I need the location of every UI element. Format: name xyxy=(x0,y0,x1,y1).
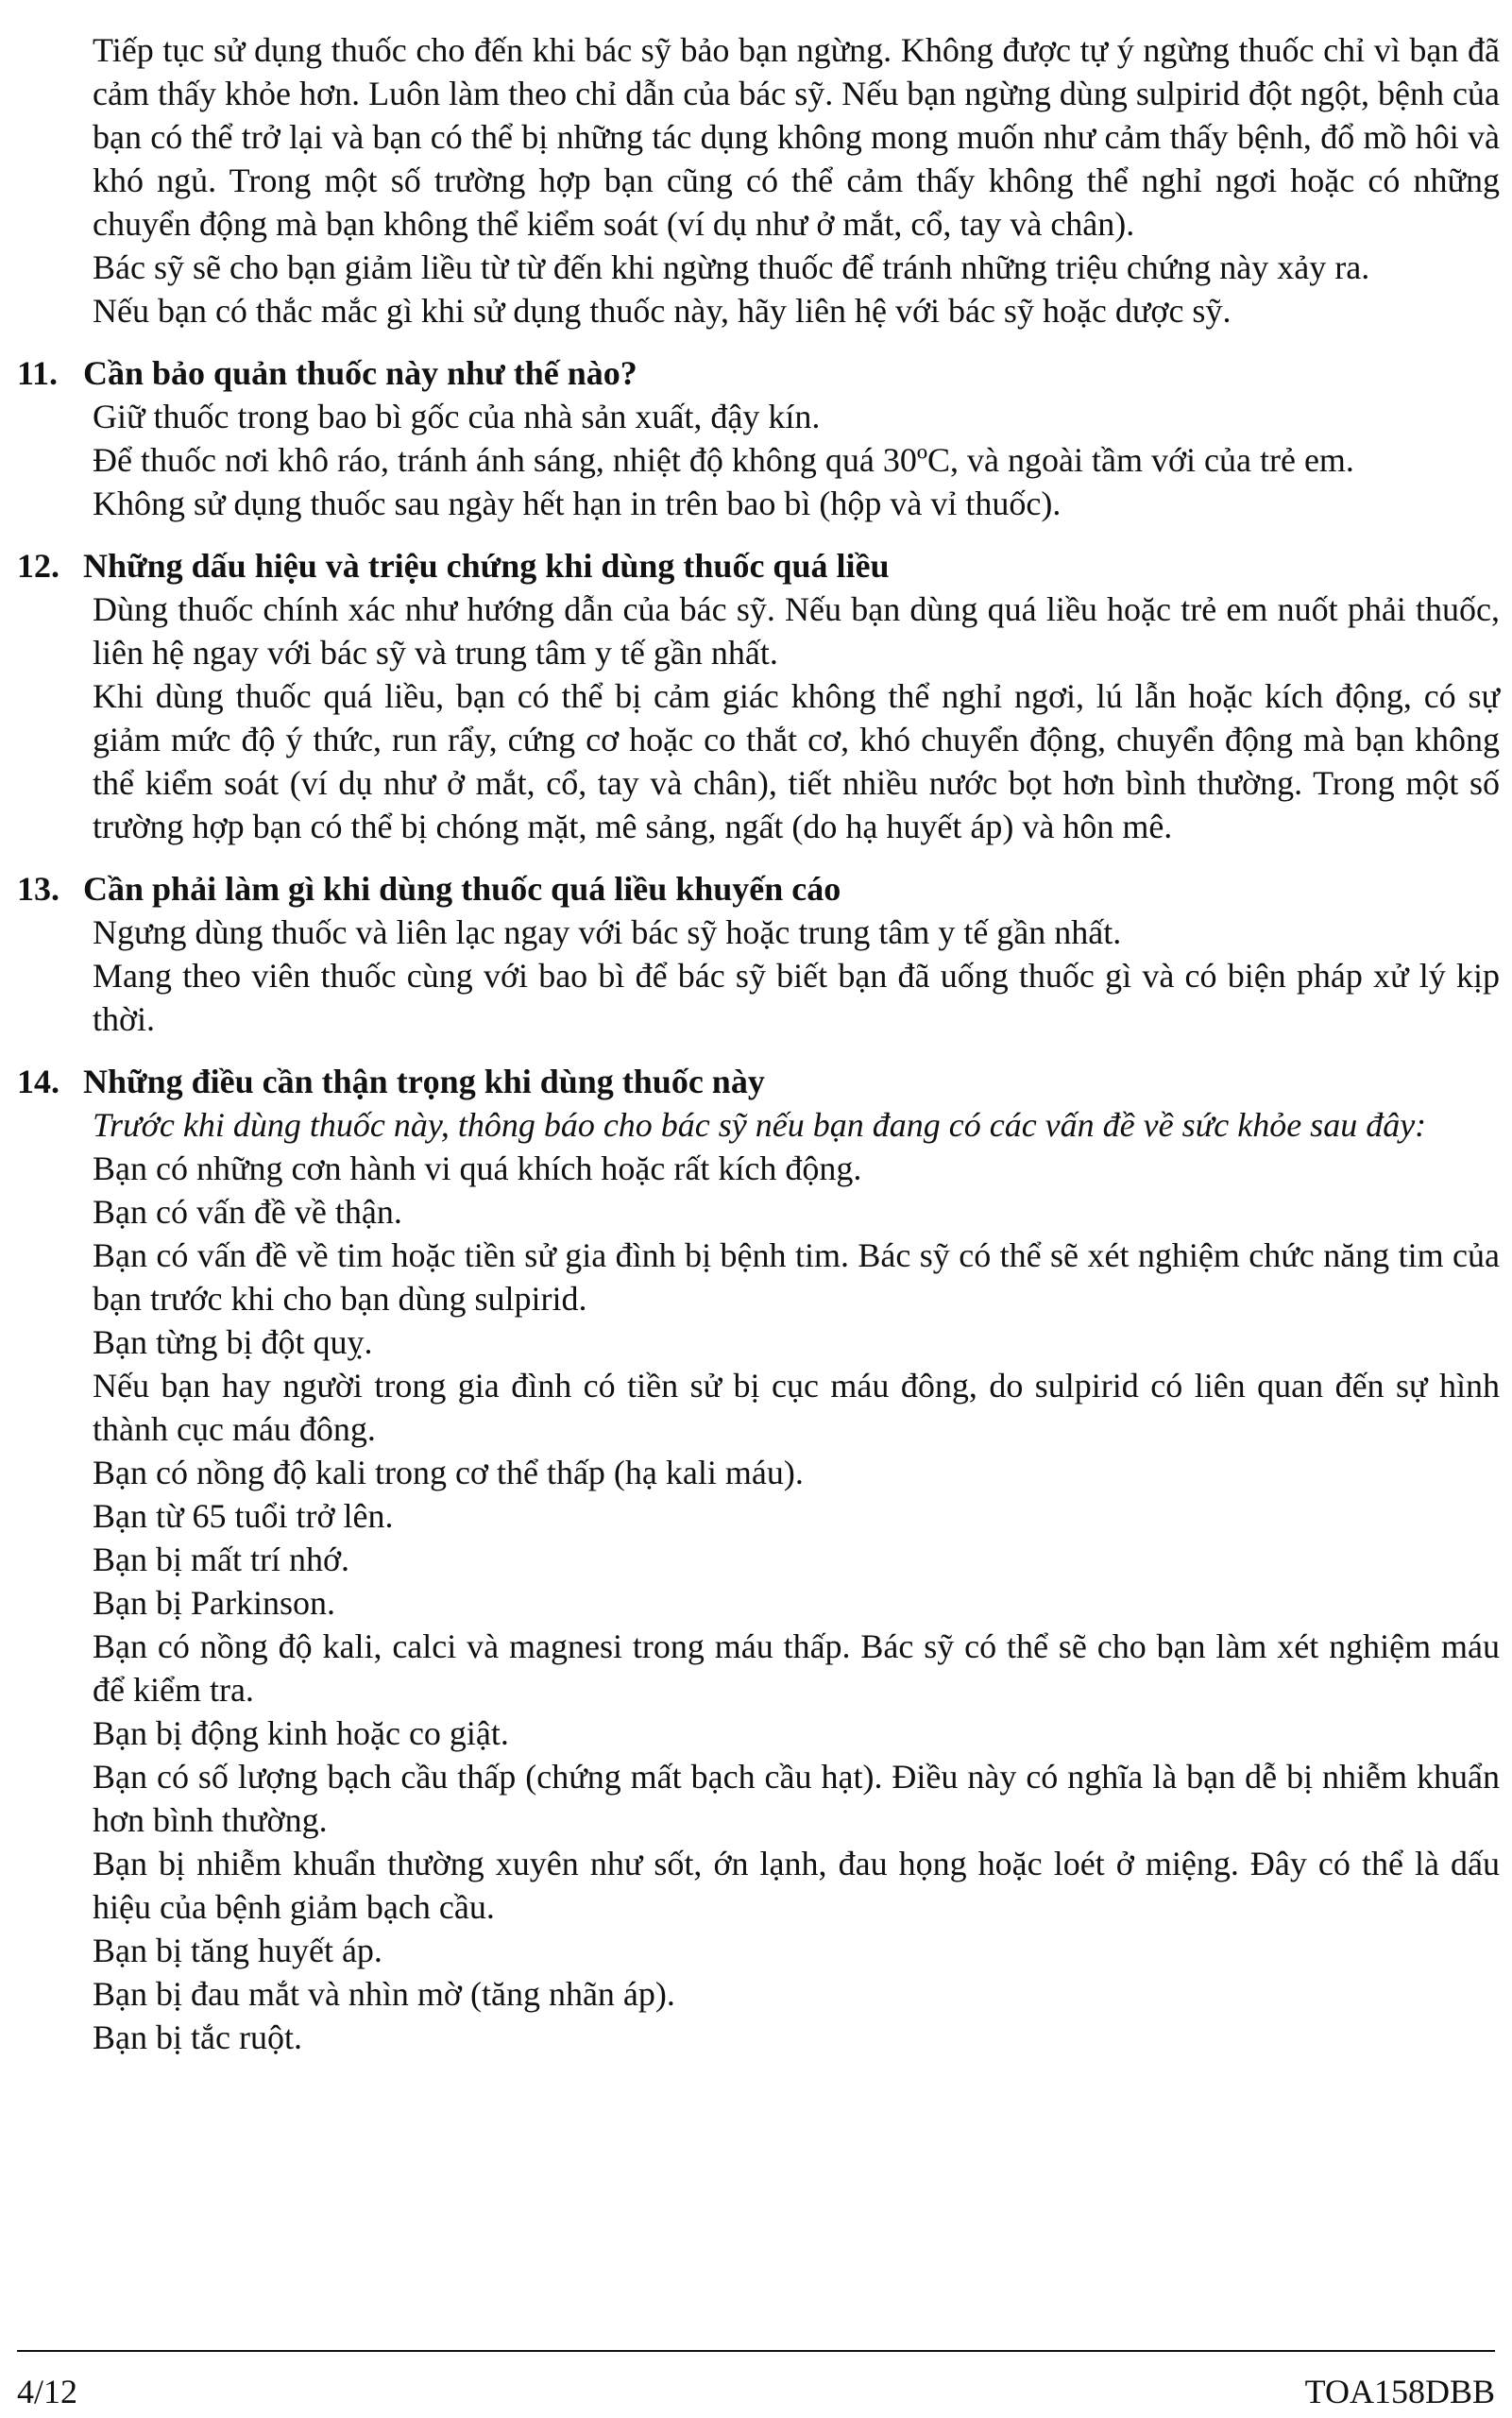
list-item: Bạn bị tăng huyết áp. xyxy=(93,1932,382,1969)
section-heading xyxy=(17,867,1500,911)
section-title: Những dấu hiệu và triệu chứng khi dùng thuốc quá liều xyxy=(83,547,890,585)
section-title: Cần bảo quản thuốc này như thế nào? xyxy=(83,354,637,392)
list-item: Bạn có những cơn hành vi quá khích hoặc rất kích động. xyxy=(93,1149,862,1187)
paragraph: Ngưng dùng thuốc và liên lạc ngay với bác sỹ hoặc trung tâm y tế gần nhất. xyxy=(93,913,1122,951)
section-12 xyxy=(17,544,1500,848)
list-item: Bạn bị mất trí nhớ. xyxy=(93,1541,350,1578)
list-item: Bạn có vấn đề về thận. xyxy=(93,1193,402,1231)
list-item: Bạn có nồng độ kali trong cơ thể thấp (hạ kali máu). xyxy=(93,1454,804,1491)
list-item: Bạn bị tắc ruột. xyxy=(93,2018,302,2056)
paragraph: Dùng thuốc chính xác như hướng dẫn của bác sỹ. Nếu bạn dùng quá liều hoặc trẻ em nuốt phải thuốc, liên hệ ngay với bác sỹ và trung tâm y tế gần nhất. xyxy=(93,590,1500,672)
section-heading xyxy=(17,1060,1500,1103)
paragraph: Bác sỹ sẽ cho bạn giảm liều từ từ đến khi ngừng thuốc để tránh những triệu chứng này xảy ra. xyxy=(93,248,1370,286)
section-heading xyxy=(17,351,1500,395)
list-item: Bạn bị Parkinson. xyxy=(93,1584,335,1622)
list-item: Bạn bị đau mắt và nhìn mờ (tăng nhãn áp). xyxy=(93,1975,675,2013)
section-number: 14. xyxy=(17,1063,59,1100)
section-heading xyxy=(17,544,1500,587)
section-title: Những điều cần thận trọng khi dùng thuốc này xyxy=(83,1063,765,1100)
section-14 xyxy=(17,1060,1500,2059)
paragraph: Nếu bạn có thắc mắc gì khi sử dụng thuốc này, hãy liên hệ với bác sỹ hoặc dược sỹ. xyxy=(93,292,1232,330)
list-item: Bạn bị động kinh hoặc co giật. xyxy=(93,1714,509,1752)
paragraph: Khi dùng thuốc quá liều, bạn có thể bị cảm giác không thể nghỉ ngơi, lú lẫn hoặc kích động, có sự giảm mức độ ý thức, run rẩy, cứng cơ hoặc co thắt cơ, khó chuyển động, chuyển động mà bạn không thể kiểm soát (ví dụ như ở mắt, cổ, tay và chân), tiết nhiều nước bọt hơn bình thường. Trong một số trường hợp bạn có thể bị chóng mặt, mê sảng, ngất (do hạ huyết áp) và hôn mê. xyxy=(93,677,1500,845)
section-13 xyxy=(17,867,1500,1041)
section-title: Cần phải làm gì khi dùng thuốc quá liều khuyến cáo xyxy=(83,870,841,908)
paragraph: Mang theo viên thuốc cùng với bao bì để bác sỹ biết bạn đã uống thuốc gì và có biện pháp xử lý kịp thời. xyxy=(93,957,1500,1038)
list-item: Bạn bị nhiễm khuẩn thường xuyên như sốt, ớn lạnh, đau họng hoặc loét ở miệng. Đây có thể là dấu hiệu của bệnh giảm bạch cầu. xyxy=(93,1845,1500,1926)
paragraph: Giữ thuốc trong bao bì gốc của nhà sản xuất, đậy kín. xyxy=(93,398,821,435)
footer-divider xyxy=(17,2350,1495,2352)
intro-section xyxy=(93,28,1500,332)
section-lead: Trước khi dùng thuốc này, thông báo cho bác sỹ nếu bạn đang có các vấn đề về sức khỏe sau đây: xyxy=(93,1106,1427,1144)
section-number: 12. xyxy=(17,547,59,585)
document-body xyxy=(17,28,1500,2059)
document-code: TOA158DBB xyxy=(1304,2373,1495,2410)
paragraph: Tiếp tục sử dụng thuốc cho đến khi bác sỹ bảo bạn ngừng. Không được tự ý ngừng thuốc chỉ vì bạn đã cảm thấy khỏe hơn. Luôn làm theo chỉ dẫn của bác sỹ. Nếu bạn ngừng dùng sulpirid đột ngột, bệnh của bạn có thể trở lại và bạn có thể bị những tác dụng không mong muốn như cảm thấy bệnh, đổ mồ hôi và khó ngủ. Trong một số trường hợp bạn cũng có thể cảm thấy không thể nghỉ ngơi hoặc có những chuyển động mà bạn không thể kiểm soát (ví dụ như ở mắt, cổ, tay và chân). xyxy=(93,31,1500,243)
section-number: 11. xyxy=(17,354,59,392)
paragraph: Để thuốc nơi khô ráo, tránh ánh sáng, nhiệt độ không quá 30ºC, và ngoài tầm với của trẻ em. xyxy=(93,441,1354,479)
list-item: Bạn từng bị đột quỵ. xyxy=(93,1323,373,1361)
list-item: Bạn có số lượng bạch cầu thấp (chứng mất bạch cầu hạt). Điều này có nghĩa là bạn dễ bị nhiễm khuẩn hơn bình thường. xyxy=(93,1758,1500,1839)
section-number: 13. xyxy=(17,870,59,908)
list-item: Nếu bạn hay người trong gia đình có tiền sử bị cục máu đông, do sulpirid có liên quan đến sự hình thành cục máu đông. xyxy=(93,1367,1500,1448)
list-item: Bạn có vấn đề về tim hoặc tiền sử gia đình bị bệnh tim. Bác sỹ có thể sẽ xét nghiệm chức năng tim của bạn trước khi cho bạn dùng sulpirid. xyxy=(93,1236,1500,1318)
section-11 xyxy=(17,351,1500,525)
list-item: Bạn có nồng độ kali, calci và magnesi trong máu thấp. Bác sỹ có thể sẽ cho bạn làm xét nghiệm máu để kiểm tra. xyxy=(93,1627,1500,1709)
page-number: 4/12 xyxy=(17,2373,78,2410)
paragraph: Không sử dụng thuốc sau ngày hết hạn in trên bao bì (hộp và vỉ thuốc). xyxy=(93,485,1062,522)
list-item: Bạn từ 65 tuổi trở lên. xyxy=(93,1497,394,1535)
